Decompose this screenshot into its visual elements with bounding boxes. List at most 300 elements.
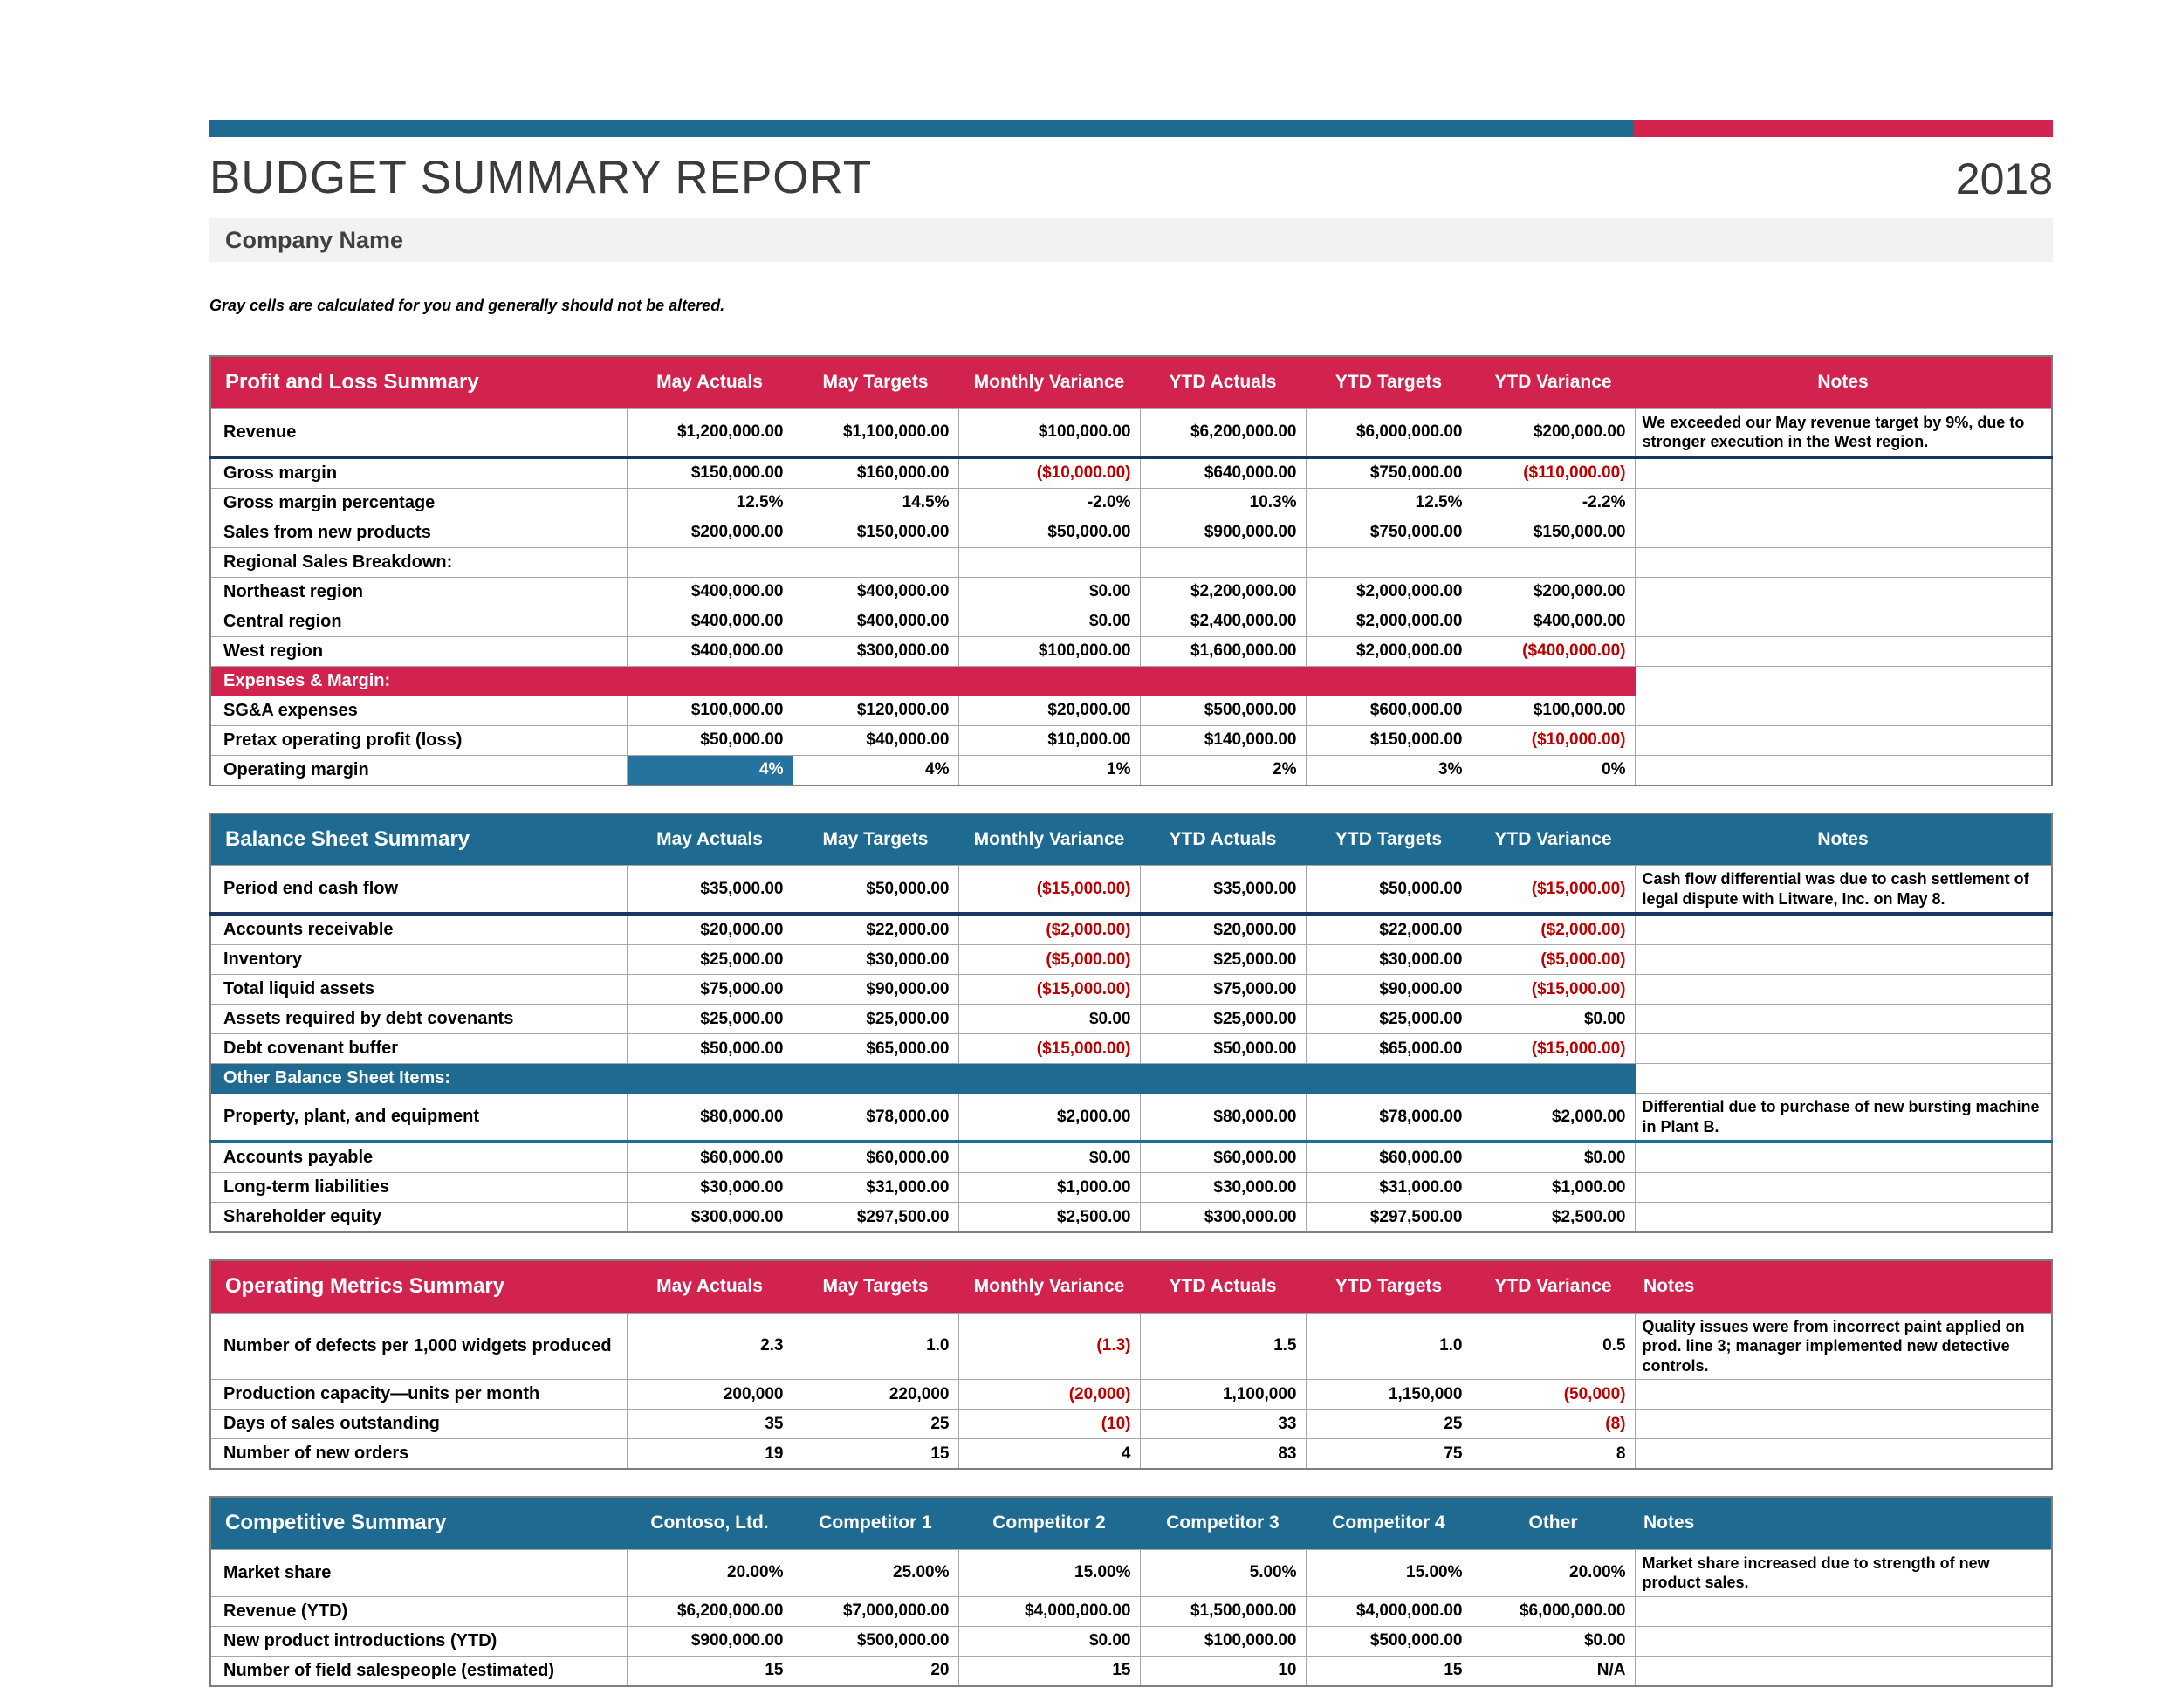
value-cell	[1472, 547, 1635, 577]
value-cell: ($2,000.00)	[1472, 914, 1635, 945]
value-cell: $0.00	[958, 1142, 1140, 1173]
note-cell	[1635, 457, 2052, 489]
value-cell: 12.5%	[1306, 488, 1472, 518]
value-cell: $150,000.00	[1472, 518, 1635, 547]
value-cell: $300,000.00	[627, 1203, 793, 1233]
value-cell: $78,000.00	[793, 1094, 958, 1142]
table-row	[210, 488, 2052, 518]
value-cell: $100,000.00	[958, 636, 1140, 666]
profit-and-loss-summary-table	[209, 355, 2053, 786]
value-cell: ($10,000.00)	[958, 457, 1140, 489]
column-header: Notes	[1635, 1497, 2052, 1549]
value-cell: $100,000.00	[627, 696, 793, 725]
value-cell: $25,000.00	[1306, 1005, 1472, 1034]
table-row	[210, 945, 2052, 975]
table-row	[210, 866, 2052, 915]
value-cell: $1,100,000.00	[793, 408, 958, 457]
note-cell	[1635, 518, 2052, 547]
column-header: YTD Targets	[1306, 356, 1472, 408]
value-cell: 20	[793, 1656, 958, 1686]
value-cell: $0.00	[958, 577, 1140, 607]
column-header: YTD Variance	[1472, 813, 1635, 866]
table-row	[210, 457, 2052, 489]
row-label: Market share	[210, 1549, 627, 1596]
note-cell	[1635, 696, 2052, 725]
table-row	[210, 1005, 2052, 1034]
table-row	[210, 1596, 2052, 1626]
value-cell: $35,000.00	[1140, 866, 1306, 915]
row-label: SG&A expenses	[210, 696, 627, 725]
row-label: Central region	[210, 607, 627, 636]
value-cell: 4%	[627, 755, 793, 785]
value-cell: 10.3%	[1140, 488, 1306, 518]
value-cell: $90,000.00	[1306, 975, 1472, 1005]
column-header: YTD Targets	[1306, 813, 1472, 866]
note-cell	[1635, 1142, 2052, 1173]
value-cell: 4%	[793, 755, 958, 785]
value-cell: (10)	[958, 1410, 1140, 1439]
value-cell: $4,000,000.00	[1306, 1596, 1472, 1626]
column-header: May Targets	[793, 813, 958, 866]
value-cell: $2,500.00	[958, 1203, 1140, 1233]
value-cell: $150,000.00	[1306, 725, 1472, 755]
value-cell: $50,000.00	[1306, 866, 1472, 915]
value-cell: $2,000,000.00	[1306, 577, 1472, 607]
table-row	[210, 1173, 2052, 1203]
value-cell: 20.00%	[1472, 1549, 1635, 1596]
row-label: Regional Sales Breakdown:	[210, 547, 627, 577]
row-label: Inventory	[210, 945, 627, 975]
value-cell: $75,000.00	[627, 975, 793, 1005]
value-cell: 35	[627, 1410, 793, 1439]
calculated-cells-note: Gray cells are calculated for you and generally should not be altered.	[209, 297, 725, 314]
value-cell: 33	[1140, 1410, 1306, 1439]
row-label: Days of sales outstanding	[210, 1410, 627, 1439]
note-cell: Cash flow differential was due to cash settlement of legal dispute with Litware, Inc. on May 8.	[1635, 866, 2052, 915]
row-label: Number of defects per 1,000 widgets produced	[210, 1313, 627, 1380]
table-row	[210, 1064, 2052, 1094]
balance-sheet-summary-table	[209, 813, 2053, 1234]
value-cell: $600,000.00	[1306, 696, 1472, 725]
table-row	[210, 577, 2052, 607]
value-cell: $50,000.00	[627, 725, 793, 755]
table-row	[210, 975, 2052, 1005]
competitive-summary-title: Competitive Summary	[210, 1497, 627, 1549]
row-label: Gross margin	[210, 457, 627, 489]
value-cell: 83	[1140, 1439, 1306, 1470]
value-cell: $400,000.00	[1472, 607, 1635, 636]
value-cell: 8	[1472, 1439, 1635, 1470]
row-label: Sales from new products	[210, 518, 627, 547]
value-cell: $900,000.00	[1140, 518, 1306, 547]
table-row	[210, 1410, 2052, 1439]
value-cell: $1,000.00	[958, 1173, 1140, 1203]
value-cell: (20,000)	[958, 1380, 1140, 1410]
column-header: Monthly Variance	[958, 356, 1140, 408]
value-cell: ($15,000.00)	[1472, 1034, 1635, 1064]
value-cell: $2,400,000.00	[1140, 607, 1306, 636]
value-cell: $2,500.00	[1472, 1203, 1635, 1233]
value-cell: $25,000.00	[793, 1005, 958, 1034]
report-year: 2018	[1955, 154, 2053, 203]
row-label: Accounts receivable	[210, 914, 627, 945]
value-cell: $300,000.00	[1140, 1203, 1306, 1233]
column-header: Notes	[1635, 813, 2052, 866]
column-header: May Targets	[793, 356, 958, 408]
note-cell	[1635, 577, 2052, 607]
row-label: Period end cash flow	[210, 866, 627, 915]
value-cell: 15	[793, 1439, 958, 1470]
row-label: Production capacity—units per month	[210, 1380, 627, 1410]
value-cell: (8)	[1472, 1410, 1635, 1439]
value-cell: $90,000.00	[793, 975, 958, 1005]
table-row	[210, 1094, 2052, 1142]
table-row	[210, 1549, 2052, 1596]
section-row-label: Expenses & Margin:	[210, 666, 1635, 696]
row-label: Accounts payable	[210, 1142, 627, 1173]
value-cell: $20,000.00	[627, 914, 793, 945]
column-header: Competitor 2	[958, 1497, 1140, 1549]
value-cell: 19	[627, 1439, 793, 1470]
value-cell: $0.00	[958, 1626, 1140, 1656]
note-cell	[1635, 1005, 2052, 1034]
value-cell	[958, 547, 1140, 577]
value-cell: $10,000.00	[958, 725, 1140, 755]
value-cell: $1,600,000.00	[1140, 636, 1306, 666]
value-cell: 20.00%	[627, 1549, 793, 1596]
value-cell	[1306, 547, 1472, 577]
value-cell: $80,000.00	[627, 1094, 793, 1142]
value-cell: N/A	[1472, 1656, 1635, 1686]
report-title: BUDGET SUMMARY REPORT	[209, 152, 873, 203]
row-label: Revenue (YTD)	[210, 1596, 627, 1626]
value-cell: $60,000.00	[1306, 1142, 1472, 1173]
column-header: Notes	[1635, 1260, 2052, 1313]
note-cell	[1635, 755, 2052, 785]
value-cell: $2,000.00	[958, 1094, 1140, 1142]
column-header: Monthly Variance	[958, 813, 1140, 866]
value-cell: $31,000.00	[793, 1173, 958, 1203]
value-cell: $100,000.00	[1140, 1626, 1306, 1656]
value-cell: $2,200,000.00	[1140, 577, 1306, 607]
table-row	[210, 1034, 2052, 1064]
value-cell: $2,000,000.00	[1306, 636, 1472, 666]
value-cell: $65,000.00	[793, 1034, 958, 1064]
value-cell: $60,000.00	[793, 1142, 958, 1173]
column-header: YTD Variance	[1472, 1260, 1635, 1313]
value-cell: (50,000)	[1472, 1380, 1635, 1410]
value-cell: $50,000.00	[958, 518, 1140, 547]
header-bar-blue-segment	[209, 120, 1634, 137]
value-cell: ($10,000.00)	[1472, 725, 1635, 755]
row-label: Gross margin percentage	[210, 488, 627, 518]
value-cell: ($5,000.00)	[958, 945, 1140, 975]
value-cell: 1,150,000	[1306, 1380, 1472, 1410]
value-cell: (1.3)	[958, 1313, 1140, 1380]
value-cell: $2,000.00	[1472, 1094, 1635, 1142]
value-cell: $50,000.00	[1140, 1034, 1306, 1064]
value-cell: ($400,000.00)	[1472, 636, 1635, 666]
report-tables-container	[209, 355, 2053, 1687]
value-cell: $60,000.00	[1140, 1142, 1306, 1173]
value-cell: $400,000.00	[793, 577, 958, 607]
value-cell: $22,000.00	[1306, 914, 1472, 945]
note-cell	[1635, 1439, 2052, 1470]
note-cell: Market share increased due to strength of new product sales.	[1635, 1549, 2052, 1596]
table-header-row	[210, 1497, 2052, 1549]
value-cell: 25	[793, 1410, 958, 1439]
value-cell: 15	[958, 1656, 1140, 1686]
value-cell: 15.00%	[958, 1549, 1140, 1596]
value-cell: 15	[1306, 1656, 1472, 1686]
column-header: YTD Variance	[1472, 356, 1635, 408]
value-cell: ($15,000.00)	[958, 866, 1140, 915]
value-cell: -2.0%	[958, 488, 1140, 518]
value-cell: $31,000.00	[1306, 1173, 1472, 1203]
operating-metrics-summary-table	[209, 1259, 2053, 1470]
table-row	[210, 914, 2052, 945]
value-cell: 0%	[1472, 755, 1635, 785]
value-cell: 0.5	[1472, 1313, 1635, 1380]
column-header: Competitor 1	[793, 1497, 958, 1549]
note-cell	[1635, 1626, 2052, 1656]
value-cell: $78,000.00	[1306, 1094, 1472, 1142]
column-header: Competitor 3	[1140, 1497, 1306, 1549]
table-row	[210, 607, 2052, 636]
row-label: Assets required by debt covenants	[210, 1005, 627, 1034]
value-cell: $400,000.00	[627, 636, 793, 666]
column-header: YTD Actuals	[1140, 1260, 1306, 1313]
table-row	[210, 1439, 2052, 1470]
value-cell: ($2,000.00)	[958, 914, 1140, 945]
value-cell: ($110,000.00)	[1472, 457, 1635, 489]
table-row	[210, 666, 2052, 696]
note-cell	[1635, 1596, 2052, 1626]
row-label: Total liquid assets	[210, 975, 627, 1005]
table-row	[210, 518, 2052, 547]
value-cell: 220,000	[793, 1380, 958, 1410]
column-header: Monthly Variance	[958, 1260, 1140, 1313]
column-header: Other	[1472, 1497, 1635, 1549]
competitive-summary-table	[209, 1496, 2053, 1687]
value-cell: ($15,000.00)	[1472, 866, 1635, 915]
value-cell	[627, 547, 793, 577]
value-cell: $25,000.00	[1140, 945, 1306, 975]
row-label: Revenue	[210, 408, 627, 457]
table-row	[210, 1656, 2052, 1686]
table-row	[210, 1203, 2052, 1233]
value-cell: $200,000.00	[1472, 408, 1635, 457]
value-cell: $0.00	[1472, 1626, 1635, 1656]
row-label: New product introductions (YTD)	[210, 1626, 627, 1656]
value-cell: $200,000.00	[1472, 577, 1635, 607]
note-cell: Differential due to purchase of new bursting machine in Plant B.	[1635, 1094, 2052, 1142]
value-cell: $30,000.00	[793, 945, 958, 975]
column-header: YTD Actuals	[1140, 813, 1306, 866]
company-name: Company Name	[225, 226, 404, 253]
title-row	[209, 151, 2053, 204]
table-row	[210, 1380, 2052, 1410]
value-cell: $140,000.00	[1140, 725, 1306, 755]
table-row	[210, 755, 2052, 785]
header-bar	[209, 120, 2053, 137]
value-cell: $750,000.00	[1306, 518, 1472, 547]
value-cell: $6,000,000.00	[1472, 1596, 1635, 1626]
note-cell	[1635, 636, 2052, 666]
column-header: May Actuals	[627, 813, 793, 866]
table-header-row	[210, 813, 2052, 866]
note-cell	[1635, 1380, 2052, 1410]
value-cell: $297,500.00	[1306, 1203, 1472, 1233]
value-cell: 1,100,000	[1140, 1380, 1306, 1410]
column-header: May Actuals	[627, 356, 793, 408]
value-cell: 1.0	[1306, 1313, 1472, 1380]
value-cell: 4	[958, 1439, 1140, 1470]
value-cell: $0.00	[1472, 1005, 1635, 1034]
note-cell	[1635, 488, 2052, 518]
value-cell: $50,000.00	[627, 1034, 793, 1064]
note-cell: We exceeded our May revenue target by 9%, due to stronger execution in the West region.	[1635, 408, 2052, 457]
value-cell: $100,000.00	[1472, 696, 1635, 725]
value-cell: $1,500,000.00	[1140, 1596, 1306, 1626]
note-cell	[1635, 607, 2052, 636]
column-header: Competitor 4	[1306, 1497, 1472, 1549]
value-cell: $25,000.00	[1140, 1005, 1306, 1034]
note-cell	[1635, 914, 2052, 945]
value-cell: $160,000.00	[793, 457, 958, 489]
value-cell: $150,000.00	[793, 518, 958, 547]
value-cell: 12.5%	[627, 488, 793, 518]
value-cell: $900,000.00	[627, 1626, 793, 1656]
note-cell	[1635, 975, 2052, 1005]
value-cell: 15.00%	[1306, 1549, 1472, 1596]
value-cell: 200,000	[627, 1380, 793, 1410]
note-cell	[1635, 1173, 2052, 1203]
row-label: Number of field salespeople (estimated)	[210, 1656, 627, 1686]
note-cell	[1635, 1410, 2052, 1439]
header-bar-pink-segment	[1634, 120, 2053, 137]
note-cell	[1635, 1203, 2052, 1233]
row-label: Number of new orders	[210, 1439, 627, 1470]
value-cell: $400,000.00	[627, 607, 793, 636]
note-cell	[1635, 1064, 2052, 1094]
value-cell: 5.00%	[1140, 1549, 1306, 1596]
value-cell: ($5,000.00)	[1472, 945, 1635, 975]
value-cell: $22,000.00	[793, 914, 958, 945]
row-label: Long-term liabilities	[210, 1173, 627, 1203]
section-row-label: Other Balance Sheet Items:	[210, 1064, 1635, 1094]
report-page	[209, 120, 2053, 1687]
value-cell: ($15,000.00)	[1472, 975, 1635, 1005]
value-cell: $6,200,000.00	[627, 1596, 793, 1626]
table-row	[210, 408, 2052, 457]
row-label: Debt covenant buffer	[210, 1034, 627, 1064]
balance-sheet-summary-title: Balance Sheet Summary	[210, 813, 627, 866]
value-cell: 1.0	[793, 1313, 958, 1380]
value-cell: $20,000.00	[958, 696, 1140, 725]
value-cell: $120,000.00	[793, 696, 958, 725]
note-cell	[1635, 547, 2052, 577]
value-cell: 1%	[958, 755, 1140, 785]
value-cell: $100,000.00	[958, 408, 1140, 457]
value-cell: $80,000.00	[1140, 1094, 1306, 1142]
note-cell	[1635, 1656, 2052, 1686]
value-cell: $4,000,000.00	[958, 1596, 1140, 1626]
value-cell: $0.00	[958, 607, 1140, 636]
column-header: YTD Actuals	[1140, 356, 1306, 408]
column-header: Notes	[1635, 356, 2052, 408]
value-cell: $35,000.00	[627, 866, 793, 915]
value-cell: $30,000.00	[1140, 1173, 1306, 1203]
table-row	[210, 1626, 2052, 1656]
profit-and-loss-summary-title: Profit and Loss Summary	[210, 356, 627, 408]
value-cell: $50,000.00	[793, 866, 958, 915]
value-cell: $7,000,000.00	[793, 1596, 958, 1626]
column-header: YTD Targets	[1306, 1260, 1472, 1313]
note-cell	[1635, 725, 2052, 755]
row-label: Operating margin	[210, 755, 627, 785]
value-cell: $6,000,000.00	[1306, 408, 1472, 457]
value-cell: $297,500.00	[793, 1203, 958, 1233]
column-header: May Actuals	[627, 1260, 793, 1313]
value-cell: 1.5	[1140, 1313, 1306, 1380]
value-cell: $40,000.00	[793, 725, 958, 755]
value-cell: $60,000.00	[627, 1142, 793, 1173]
value-cell: 2%	[1140, 755, 1306, 785]
value-cell	[1140, 547, 1306, 577]
value-cell: $2,000,000.00	[1306, 607, 1472, 636]
row-label: Property, plant, and equipment	[210, 1094, 627, 1142]
value-cell: 14.5%	[793, 488, 958, 518]
value-cell: 2.3	[627, 1313, 793, 1380]
company-name-band	[209, 218, 2053, 262]
value-cell: $300,000.00	[793, 636, 958, 666]
value-cell: $400,000.00	[627, 577, 793, 607]
operating-metrics-summary-title: Operating Metrics Summary	[210, 1260, 627, 1313]
value-cell: $30,000.00	[627, 1173, 793, 1203]
value-cell: $1,200,000.00	[627, 408, 793, 457]
value-cell: 10	[1140, 1656, 1306, 1686]
row-label: Northeast region	[210, 577, 627, 607]
table-header-row	[210, 1260, 2052, 1313]
value-cell: $500,000.00	[1140, 696, 1306, 725]
note-cell	[1635, 1034, 2052, 1064]
value-cell: $6,200,000.00	[1140, 408, 1306, 457]
note-cell: Quality issues were from incorrect paint applied on prod. line 3; manager implemented new detective controls.	[1635, 1313, 2052, 1380]
value-cell: $0.00	[1472, 1142, 1635, 1173]
value-cell: $30,000.00	[1306, 945, 1472, 975]
value-cell: ($15,000.00)	[958, 975, 1140, 1005]
value-cell: $65,000.00	[1306, 1034, 1472, 1064]
table-row	[210, 636, 2052, 666]
table-row	[210, 1142, 2052, 1173]
row-label: West region	[210, 636, 627, 666]
value-cell: $640,000.00	[1140, 457, 1306, 489]
note-cell	[1635, 945, 2052, 975]
table-row	[210, 725, 2052, 755]
value-cell: -2.2%	[1472, 488, 1635, 518]
row-label: Pretax operating profit (loss)	[210, 725, 627, 755]
value-cell: $500,000.00	[793, 1626, 958, 1656]
value-cell: $500,000.00	[1306, 1626, 1472, 1656]
value-cell: 25	[1306, 1410, 1472, 1439]
value-cell: $750,000.00	[1306, 457, 1472, 489]
table-row	[210, 696, 2052, 725]
value-cell: 25.00%	[793, 1549, 958, 1596]
table-row	[210, 1313, 2052, 1380]
value-cell: $0.00	[958, 1005, 1140, 1034]
value-cell: 75	[1306, 1439, 1472, 1470]
